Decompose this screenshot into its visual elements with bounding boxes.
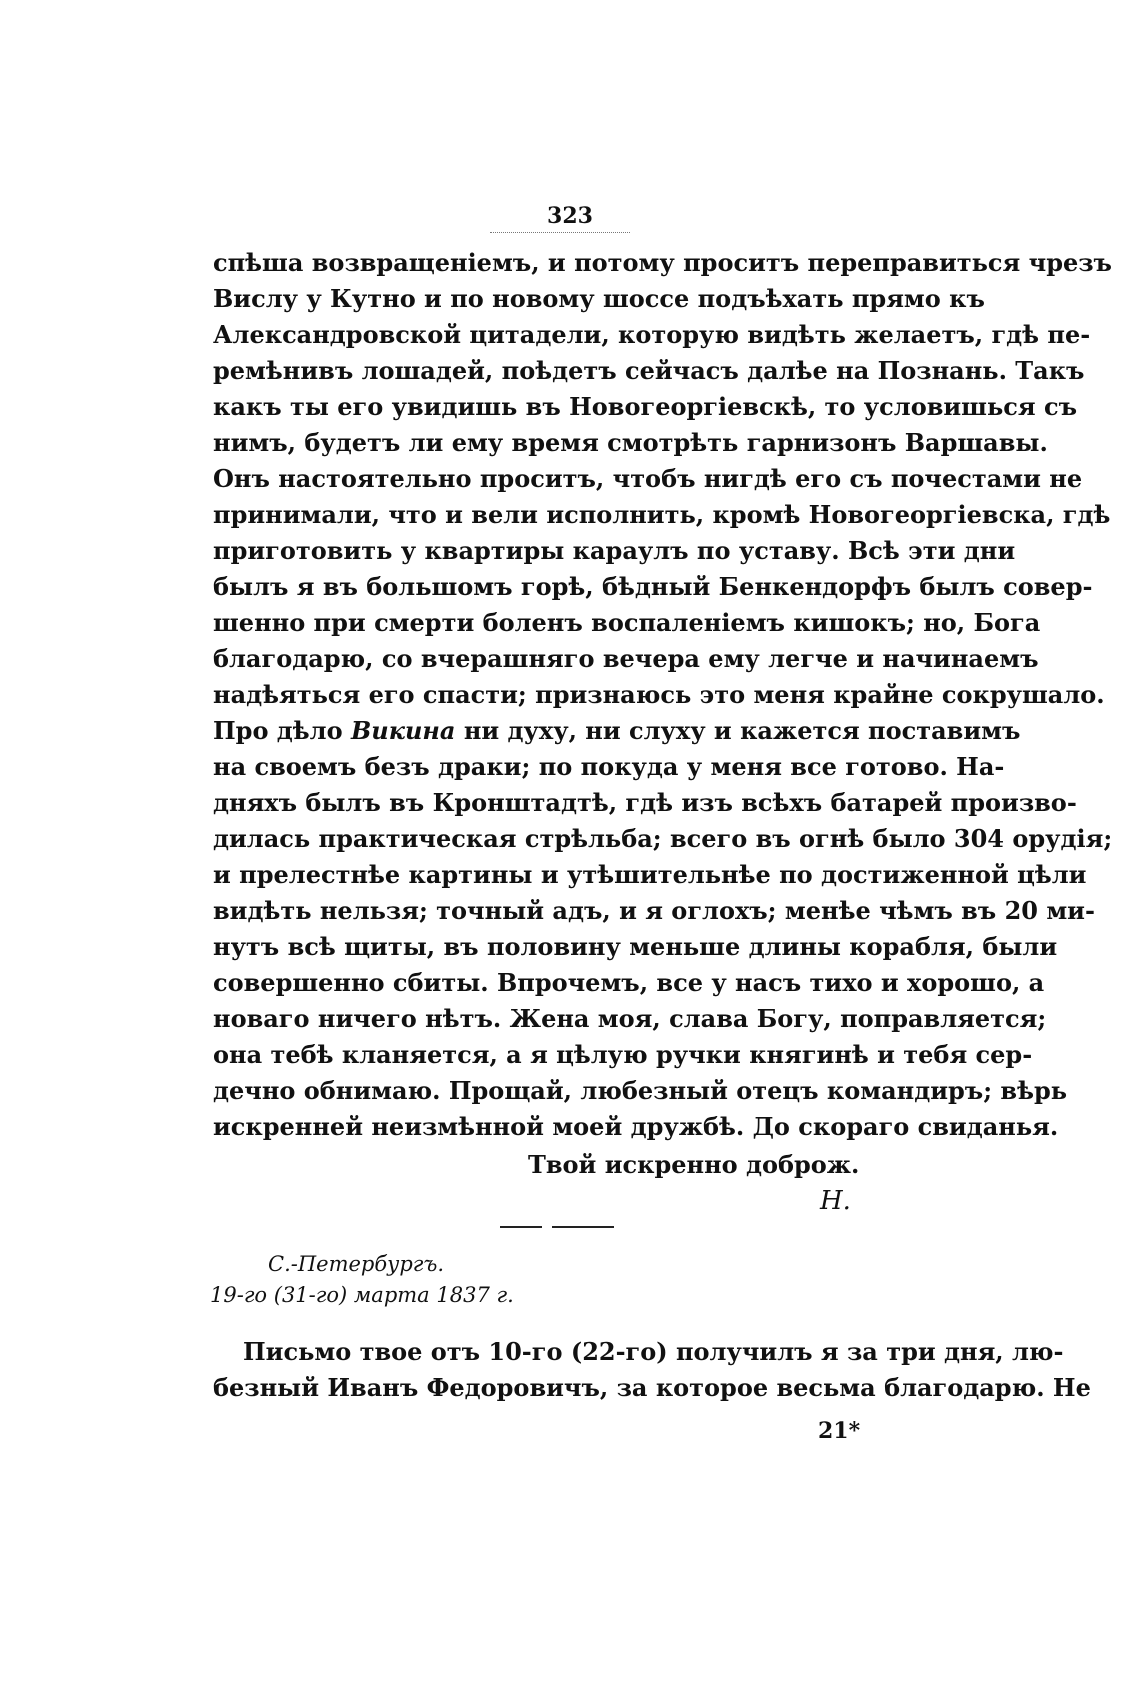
text-segment: ни духу, ни слуху и кажется поставимъ [463, 716, 1021, 745]
text-line: дняхъ былъ въ Кронштадтѣ, гдѣ изъ всѣхъ батарей произво- [213, 788, 1077, 817]
text-line: Письмо твое отъ 10-го (22-го) получилъ я за три дня, лю- [243, 1337, 1064, 1366]
text-line: дилась практическая стрѣльба; всего въ огнѣ было 304 орудія; [213, 824, 1113, 853]
text-line: приготовить у квартиры караулъ по уставу. Всѣ эти дни [213, 536, 1016, 565]
separator-rule [500, 1226, 542, 1228]
text-line: искренней неизмѣнной моей дружбѣ. До скораго свиданья. [213, 1112, 1059, 1141]
page-number-ornament [490, 232, 630, 233]
separator-rule [552, 1226, 614, 1228]
italic-name: Викина [350, 716, 456, 745]
text-line: Вислу у Кутно и по новому шоссе подъѣхать прямо къ [213, 284, 985, 313]
signature: Н. [820, 1186, 851, 1216]
closing-phrase: Твой искренно доброж. [528, 1150, 860, 1179]
text-line: былъ я въ большомъ горѣ, бѣдный Бенкендорфъ былъ совер- [213, 572, 1093, 601]
text-line: благодарю, со вчерашняго вечера ему легче и начинаемъ [213, 644, 1039, 673]
text-line: спѣша возвращеніемъ, и потому проситъ переправиться чрезъ [213, 248, 1112, 277]
text-line: нимъ, будетъ ли ему время смотрѣть гарнизонъ Варшавы. [213, 428, 1048, 457]
text-line: и прелестнѣе картины и утѣшительнѣе по достиженной цѣли [213, 860, 1087, 889]
text-line: нутъ всѣ щиты, въ половину меньше длины корабля, были [213, 932, 1058, 961]
text-line: совершенно сбиты. Впрочемъ, все у насъ тихо и хорошо, а [213, 968, 1045, 997]
text-line: принимали, что и вели исполнить, кромѣ Новогеоргіевска, гдѣ [213, 500, 1111, 529]
text-line: видѣть нельзя; точный адъ, и я оглохъ; менѣе чѣмъ въ 20 ми- [213, 896, 1095, 925]
text-line: Онъ настоятельно проситъ, чтобъ нигдѣ его съ почестами не [213, 464, 1083, 493]
text-line: шенно при смерти боленъ воспаленіемъ кишокъ; но, Бога [213, 608, 1041, 637]
text-line: надѣяться его спасти; признаюсь это меня крайне сокрушало. [213, 680, 1105, 709]
text-segment: Про дѣло [213, 716, 343, 745]
text-line: ремѣнивъ лошадей, поѣдетъ сейчасъ далѣе на Познань. Такъ [213, 356, 1085, 385]
page-number: 323 [547, 203, 593, 229]
text-line: новаго ничего нѣтъ. Жена моя, слава Богу, поправляется; [213, 1004, 1047, 1033]
dateline-date: 19-го (31-го) марта 1837 г. [210, 1283, 514, 1307]
text-line [213, 713, 1021, 749]
signature-mark: 21* [818, 1418, 861, 1444]
text-line: какъ ты его увидишь въ Новогеоргіевскѣ, то условишься съ [213, 392, 1077, 421]
text-line: безный Иванъ Федоровичъ, за которое весьма благодарю. Не [213, 1373, 1091, 1402]
text-line: дечно обнимаю. Прощай, любезный отецъ командиръ; вѣрь [213, 1076, 1068, 1105]
text-line: Александровской цитадели, которую видѣть желаетъ, гдѣ пе- [213, 320, 1091, 349]
dateline-place: С.-Петербургъ. [268, 1252, 445, 1276]
text-line: на своемъ безъ драки; по покуда у меня все готово. На- [213, 752, 1005, 781]
text-line: она тебѣ кланяется, а я цѣлую ручки княгинѣ и тебя сер- [213, 1040, 1033, 1069]
